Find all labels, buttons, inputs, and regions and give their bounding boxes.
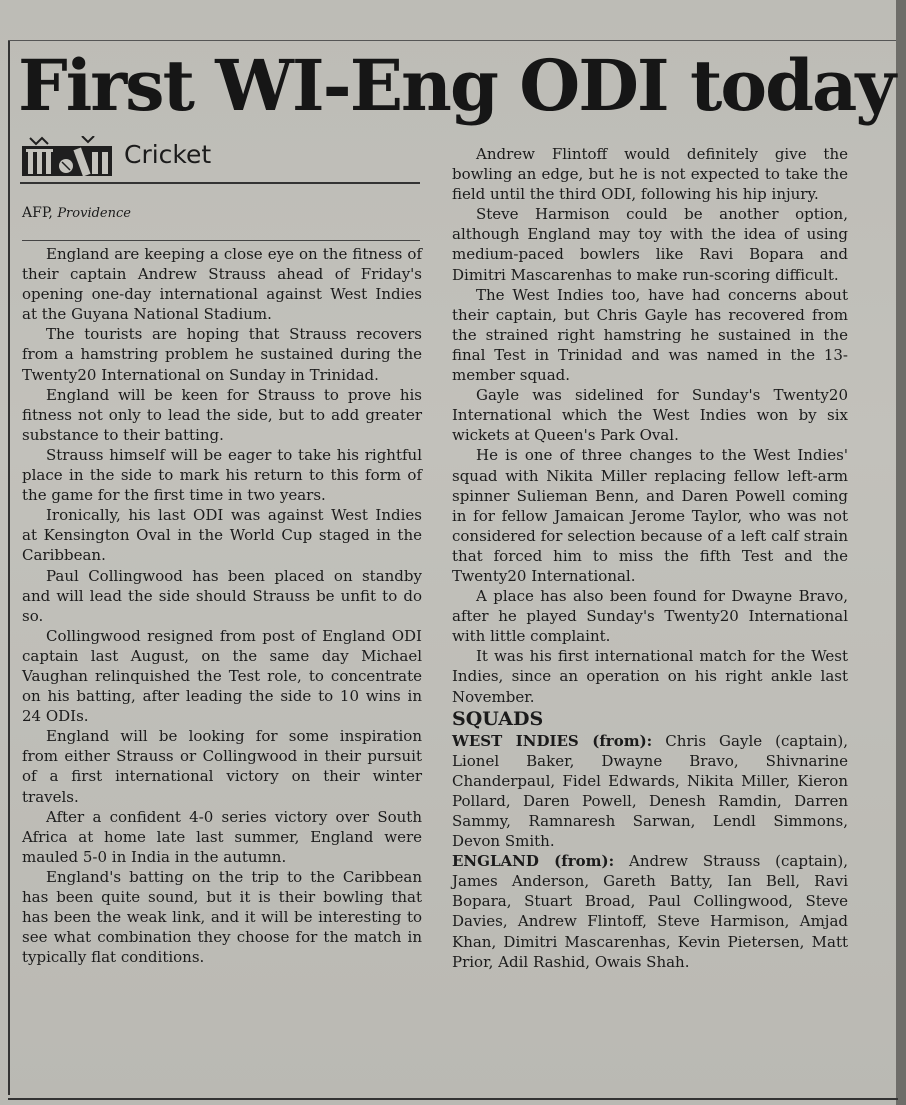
left-column-rule — [8, 40, 10, 1095]
paragraph: Paul Collingwood has been placed on standby and will lead the side should Strauss be unfit to do so. — [22, 566, 422, 625]
paragraph: A place has also been found for Dwayne Bravo, after he played Sunday's Twenty20 International with little complaint. — [452, 587, 848, 646]
squad-players: Chris Gayle (captain), Lionel Baker, Dwayne Bravo, Shivnarine Chanderpaul, Fidel Edwards, Nikita Miller, Kieron Pollard, Daren Powell, Denesh Ramdin, Darren Sammy, Ramnaresh Sarwan, Lendl Simmons, Devon Smith. — [452, 731, 848, 851]
paragraph: England will be looking for some inspiration from either Strauss or Collingwood in their pursuit of a first international victory on their winter travels. — [22, 727, 422, 806]
byline-place: Providence — [57, 206, 131, 221]
article-column-2 — [452, 144, 848, 972]
paragraph: Andrew Flintoff would definitely give the bowling an edge, but he is not expected to take the field until the third ODI, following his hip injury. — [452, 145, 848, 204]
article-column-1 — [22, 244, 422, 967]
byline-rule — [22, 240, 420, 241]
section-kicker — [20, 136, 420, 186]
squad-team-label: ENGLAND (from): — [452, 852, 615, 871]
paragraph: After a confident 4-0 series victory over South Africa at home late last summer, England were mauled 5-0 in India in the autumn. — [22, 807, 422, 866]
paragraph: Strauss himself will be eager to take his rightful place in the side to mark his return to this form of the game for the first time in two years. — [22, 445, 422, 505]
paragraph: Ironically, his last ODI was against West Indies at Kensington Oval in the World Cup staged in the Caribbean. — [22, 506, 422, 565]
squad-team-label: WEST INDIES (from): — [452, 731, 653, 750]
paragraph: England will be keen for Strauss to prove his fitness not only to lead the side, but to add greater substance to their batting. — [22, 385, 422, 444]
paragraph: The tourists are hoping that Strauss recovers from a hamstring problem he sustained during the Twenty20 International on Sunday in Trinidad. — [22, 325, 422, 384]
squads-heading: SQUADS — [452, 707, 544, 730]
squad-players: Andrew Strauss (captain), James Anderson, Gareth Batty, Ian Bell, Ravi Bopara, Stuart Broad, Paul Collingwood, Steve Davies, Andrew Flintoff, Steve Harmison, Amjad Khan, Dimitri Mascarenhas, Kevin Pietersen, Matt Prior, Adil Rashid, Owais Shah. — [452, 852, 849, 971]
paragraph: He is one of three changes to the West Indies' squad with Nikita Miller replacing fellow left-arm spinner Sulieman Benn, and Daren Powell coming in for fellow Jamaican Jerome Taylor, who was not considered for selection because of a left calf strain that forced him to miss the fifth Test and the Twenty20 International. — [452, 446, 848, 585]
kicker-underline — [20, 182, 420, 184]
bottom-rule — [8, 1098, 898, 1100]
paragraph: Gayle was sidelined for Sunday's Twenty20 International which the West Indies won by six wickets at Queen's Park Oval. — [452, 386, 848, 445]
paragraph: England are keeping a close eye on the fitness of their captain Andrew Strauss ahead of Friday's opening one-day international against West Indies at the Guyana National Stadium. — [22, 245, 422, 324]
byline — [22, 204, 422, 223]
section-label: Cricket — [124, 140, 212, 169]
page-edge — [896, 0, 906, 1105]
paragraph: It was his first international match for the West Indies, since an operation on his right ankle last November. — [452, 647, 848, 706]
squad-west-indies — [452, 731, 848, 852]
paragraph: The West Indies too, have had concerns about their captain, but Chris Gayle has recovered from the strained right hamstring he sustained in the final Test in Trinidad and was named in the 13-member squad. — [452, 285, 848, 385]
paragraph: Collingwood resigned from post of England ODI captain last August, on the same day Michael Vaughan relinquished the Test role, to concentrate on his batting, after leading the side to 10 wins in 24 ODIs. — [22, 626, 422, 726]
paragraph: Steve Harmison could be another option, although England may toy with the idea of using medium-paced bowlers like Ravi Bopara and Dimitri Mascarenhas to make run-scoring difficult. — [452, 205, 848, 284]
squad-england — [452, 851, 848, 972]
headline: First WI-Eng ODI today — [18, 44, 895, 127]
cricket-icon — [22, 136, 118, 178]
byline-agency: AFP, — [22, 205, 53, 221]
paragraph: England's batting on the trip to the Caribbean has been quite sound, but it is their bowling that has been the weak link, and it will be interesting to see what combination they choose for the match in typically flat conditions. — [22, 867, 422, 967]
